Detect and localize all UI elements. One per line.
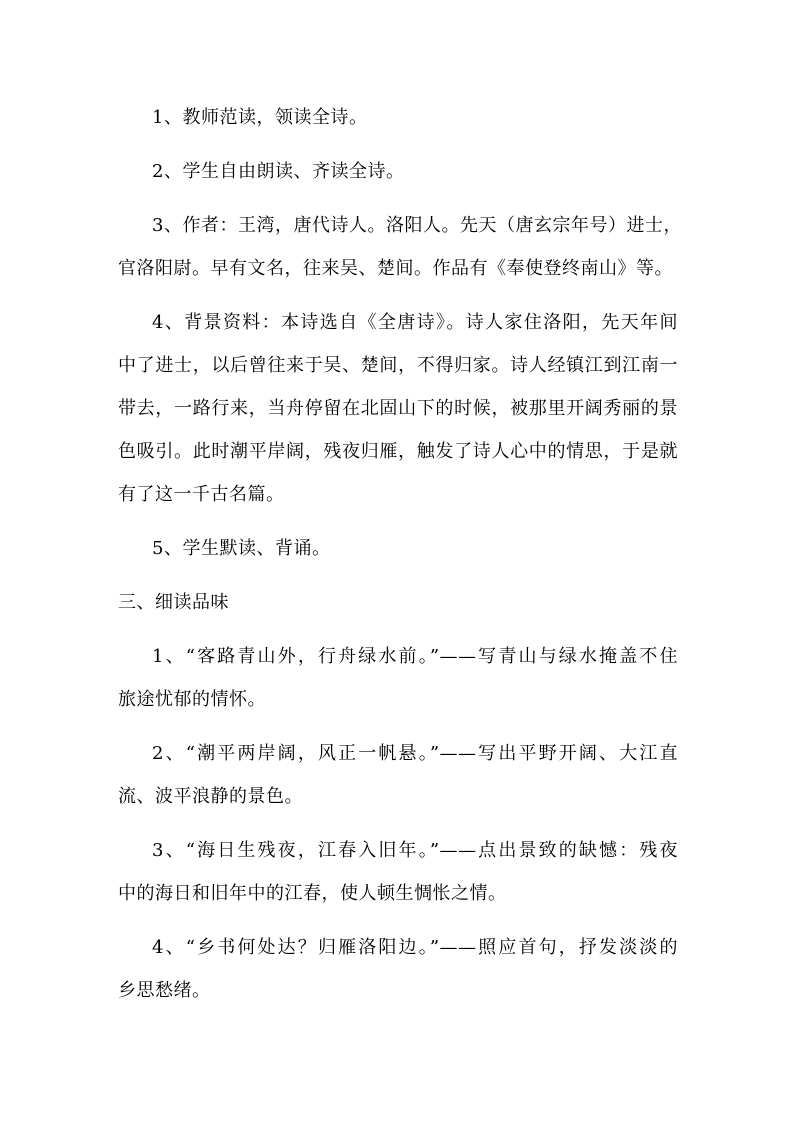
step-1-reading: 1、教师范读，领读全诗。 [152,107,368,128]
verse-analysis-line: 乡思愁绪。 [118,980,211,1001]
verse-analysis-line: 旅途忧郁的情怀。 [118,689,266,710]
verse-analysis-line: 3、“海日生残夜，江春入旧年。”——点出景致的缺憾：残夜 [152,840,678,861]
verse-analysis-line: 中的海日和旧年中的江春，使人顿生惆怅之情。 [118,883,507,904]
verse-analysis-line: 2、“潮平两岸阔，风正一帆悬。”——写出平野开阔、大江直 [152,743,678,764]
verse-analysis-line: 流、波平浪静的景色。 [118,786,303,807]
verse-analysis-line: 1、“客路青山外，行舟绿水前。”——写青山与绿水掩盖不住 [152,646,678,667]
step-2-reading: 2、学生自由朗读、齐读全诗。 [152,161,405,182]
verse-analysis-line: 4、“乡书何处达？归雁洛阳边。”——照应首句，抒发淡淡的 [152,937,678,958]
section-heading: 三、细读品味 [118,592,229,613]
background-paragraph-line: 色吸引。此时潮平岸阔，残夜归雁，触发了诗人心中的情思，于是就 [118,441,678,462]
author-paragraph-line: 官洛阳尉。早有文名，往来吴、楚间。作品有《奉使登终南山》等。 [118,258,673,279]
author-paragraph-line: 3、作者：王湾，唐代诗人。洛阳人。先天（唐玄宗年号）进士， [152,215,682,236]
background-paragraph-line: 4、背景资料：本诗选自《全唐诗》。诗人家住洛阳，先天年间 [152,312,678,333]
background-paragraph-line: 带去，一路行来，当舟停留在北固山下的时候，被那里开阔秀丽的景 [118,398,678,419]
background-paragraph-line: 有了这一千古名篇。 [118,484,285,505]
step-5-recite: 5、学生默读、背诵。 [152,538,331,559]
background-paragraph-line: 中了进士，以后曾往来于吴、楚间，不得归家。诗人经镇江到江南一 [118,355,678,376]
